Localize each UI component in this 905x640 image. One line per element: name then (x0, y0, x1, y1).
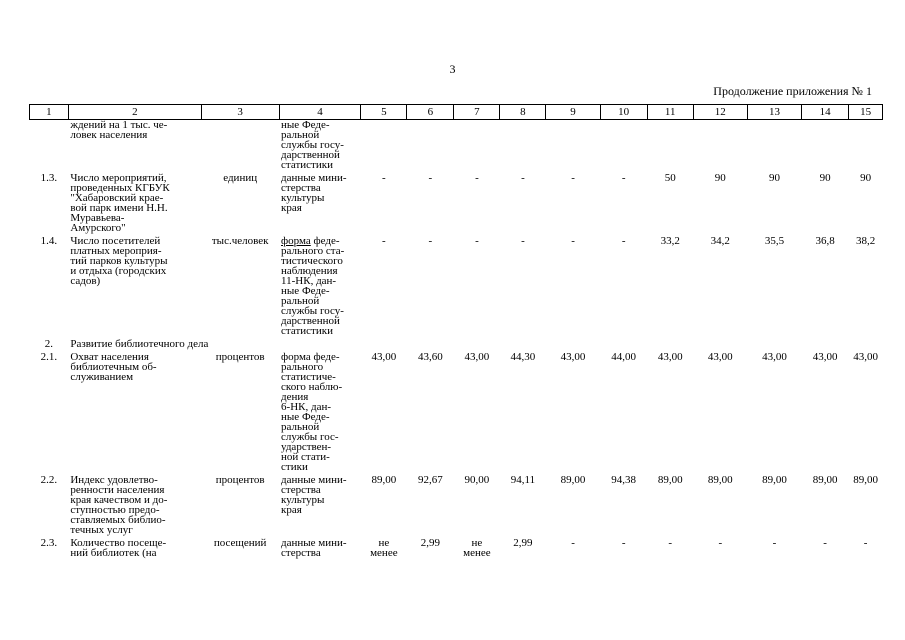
column-header: 11 (647, 105, 693, 120)
value-cell: - (621, 172, 626, 184)
value-cell: - (863, 537, 868, 549)
value-cell (849, 120, 883, 174)
column-header: 1 (30, 105, 69, 120)
source-cell: данные мини- стерства (281, 537, 347, 559)
source-form-link[interactable]: форма (281, 235, 311, 247)
value-cell: 90 (860, 172, 872, 184)
value-cell: 36,8 (815, 235, 835, 247)
value-cell: 92,67 (418, 474, 443, 486)
indicator-name-cell: Охват населения библиотечным об- служиванием (70, 351, 157, 383)
value-cell (693, 120, 747, 174)
value-cell: 2,99 (420, 537, 440, 549)
row-number-cell: 1.4. (40, 235, 58, 247)
value-cell (454, 120, 500, 174)
row-number-cell (30, 120, 69, 174)
source-cell: ные Феде- ральной службы госу- дарственной статистики (281, 119, 344, 171)
column-header: 4 (279, 105, 361, 120)
value-cell: - (621, 235, 626, 247)
indicators-table (29, 104, 883, 561)
column-header: 13 (747, 105, 801, 120)
value-cell: 43,60 (418, 351, 443, 363)
column-header: 2 (68, 105, 201, 120)
indicator-name-cell: Количество посеще- ний библиотек (на (70, 537, 167, 559)
value-cell: - (718, 537, 723, 549)
column-header: 8 (500, 105, 546, 120)
value-cell: - (428, 172, 433, 184)
value-cell: 35,5 (764, 235, 785, 247)
value-cell: 43,00 (371, 351, 397, 363)
value-cell: 90,00 (464, 474, 490, 486)
unit-cell: процентов (215, 351, 265, 363)
value-cell (647, 120, 693, 174)
table-row (30, 236, 883, 339)
row-number-cell: 2.1. (40, 351, 58, 363)
value-cell (802, 120, 849, 174)
column-header: 6 (407, 105, 454, 120)
value-cell: 2,99 (513, 537, 533, 549)
unit-cell: тыс.человек (211, 235, 269, 247)
value-cell: 43,00 (762, 351, 787, 363)
table-header-row (30, 105, 883, 120)
source-cell: форма феде- рального статистиче- ского наблю- дения 6-НК, дан- ные Феде- ральной службы гос- ударствен- ной стати- стики (281, 351, 343, 473)
value-cell: 89,00 (812, 474, 838, 486)
value-cell: - (475, 172, 479, 184)
value-cell: 89,00 (371, 474, 397, 486)
value-cell: - (772, 537, 777, 549)
table-row (30, 538, 883, 561)
value-cell: 50 (664, 172, 676, 184)
value-cell: 94,38 (611, 474, 637, 486)
column-header: 3 (201, 105, 279, 120)
column-header: 9 (546, 105, 600, 120)
value-cell: 89,00 (560, 474, 586, 486)
unit-cell: посещений (213, 537, 267, 549)
section-title-cell: Развитие библиотечного дела (70, 338, 209, 350)
value-cell: 33,2 (660, 235, 680, 247)
row-number-cell: 2.2. (40, 474, 58, 486)
value-cell: 34,2 (710, 235, 730, 247)
value-cell: 43,00 (707, 351, 733, 363)
value-cell: 94,11 (510, 474, 536, 486)
value-cell (361, 120, 407, 174)
value-cell (546, 120, 600, 174)
value-cell: 44,00 (611, 351, 637, 363)
value-cell: - (823, 537, 827, 549)
column-header: 12 (693, 105, 747, 120)
row-number-cell: 2.3. (40, 537, 58, 549)
value-cell: 90 (769, 172, 780, 184)
indicator-name-cell: Индекс удовлетво- ренности населения края качеством и до- ступностью предо- ставляемых библио- течных услуг (70, 474, 168, 536)
value-cell: 90 (714, 172, 726, 184)
value-cell: 90 (819, 172, 831, 184)
continuation-label: Продолжение приложения № 1 (713, 84, 872, 98)
value-cell: не менее (370, 537, 398, 559)
value-cell: 43,00 (657, 351, 683, 363)
value-cell (500, 120, 546, 174)
page-number: 3 (449, 62, 456, 76)
column-header: 7 (454, 105, 500, 120)
value-cell: 38,2 (855, 235, 876, 247)
unit-cell: единиц (223, 172, 258, 184)
table-row (30, 173, 883, 236)
indicator-name-cell: Число мероприятий, проведенных КГБУК "Хабаровский крае- вой парк имени Н.Н. Муравьева- Амурского" (70, 172, 170, 234)
value-cell: - (521, 235, 525, 247)
value-cell: 43,00 (464, 351, 490, 363)
table-row (30, 352, 883, 475)
row-number-cell: 1.3. (40, 172, 58, 184)
value-cell: - (571, 235, 575, 247)
value-cell: - (668, 537, 673, 549)
value-cell: - (428, 235, 433, 247)
value-cell: не менее (463, 537, 491, 559)
table-row (30, 120, 883, 174)
source-cell: данные мини- стерства культуры края (281, 474, 347, 516)
column-header: 14 (802, 105, 849, 120)
value-cell: 44,30 (510, 351, 536, 363)
column-header: 5 (361, 105, 407, 120)
value-cell: 43,00 (853, 351, 878, 363)
value-cell: 43,00 (560, 351, 586, 363)
value-cell: - (571, 537, 575, 549)
value-cell: 89,00 (657, 474, 683, 486)
unit-cell (201, 120, 279, 174)
unit-cell: процентов (215, 474, 265, 486)
value-cell (600, 120, 647, 174)
value-cell: - (621, 537, 626, 549)
section-row (30, 339, 883, 352)
indicator-name-cell: Число посетителей платных мероприя- тий парков культуры и отдыха (городских садов) (70, 235, 168, 287)
value-cell: 89,00 (762, 474, 787, 486)
value-cell: - (571, 172, 575, 184)
value-cell: - (521, 172, 525, 184)
column-header: 15 (849, 105, 883, 120)
table-row (30, 475, 883, 538)
indicator-name-cell: ждений на 1 тыс. че- ловек населения (70, 119, 168, 141)
row-number-cell: 2. (44, 338, 54, 350)
value-cell (407, 120, 454, 174)
column-header: 10 (600, 105, 647, 120)
value-cell: 89,00 (853, 474, 878, 486)
value-cell: 43,00 (812, 351, 838, 363)
value-cell (747, 120, 801, 174)
value-cell: - (382, 235, 386, 247)
value-cell: - (475, 235, 479, 247)
source-cell: данные мини- стерства культуры края (281, 172, 347, 214)
value-cell: 89,00 (707, 474, 733, 486)
source-cell: форма феде- рального ста- тистического наблюдения 11-НК, дан- ные Феде- ральной службы госу- дарственной статистики (281, 235, 345, 337)
value-cell: - (382, 172, 386, 184)
